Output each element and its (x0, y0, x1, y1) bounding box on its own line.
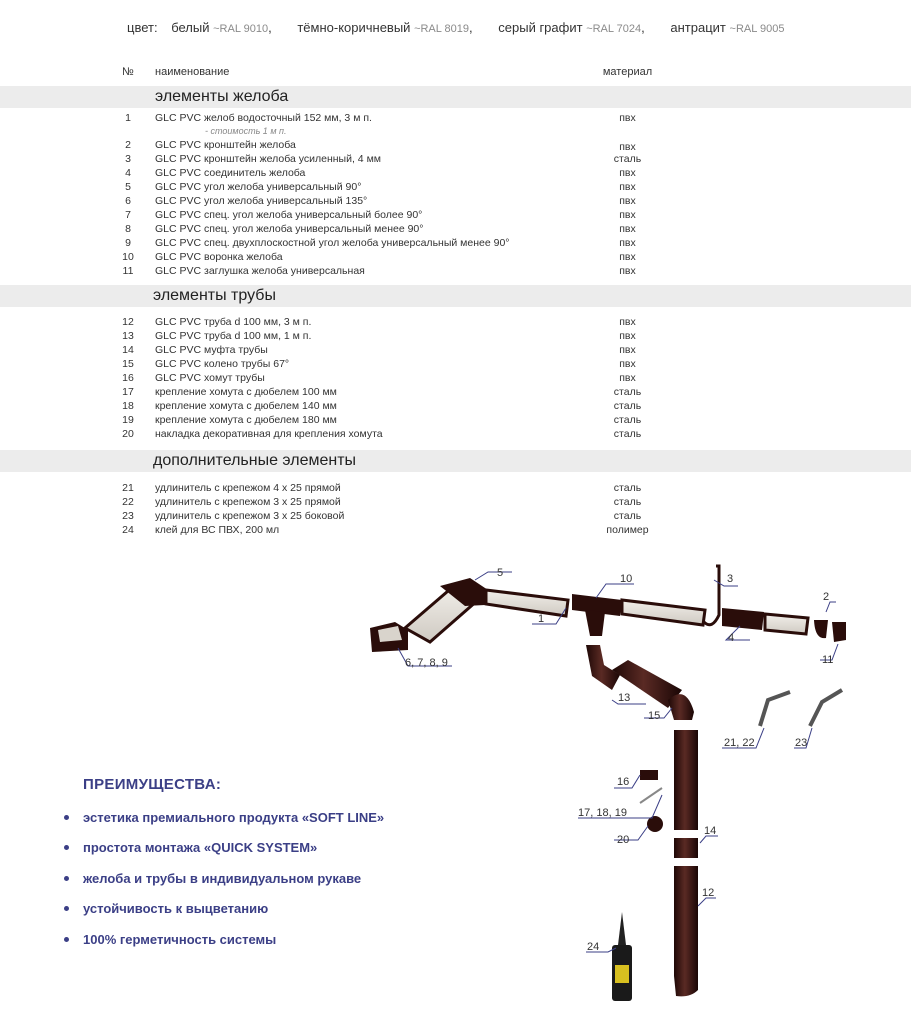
row-name: удлинитель с крепежом 4 х 25 прямой (155, 482, 341, 494)
row-number: 15 (122, 358, 134, 370)
color-sep: , (268, 20, 272, 35)
row-number: 11 (122, 265, 134, 277)
row-name: GLC PVC спец. угол желоба универсальный более 90° (155, 209, 423, 221)
row-material: пвх (619, 195, 636, 207)
row-name: удлинитель с крепежом 3 х 25 прямой (155, 496, 341, 508)
row-name: GLC PVC муфта трубы (155, 344, 268, 356)
callout-label: 4 (728, 632, 735, 644)
gutter-connector (722, 608, 808, 634)
row-material: полимер (606, 524, 649, 536)
row-material: пвх (619, 265, 636, 277)
section-title: элементы трубы (153, 287, 276, 304)
callout-label: 13 (618, 692, 631, 704)
row-name: крепление хомута с дюбелем 100 мм (155, 386, 337, 398)
callout-label: 16 (617, 776, 630, 788)
row-number: 3 (125, 153, 131, 165)
pipe-clamp (640, 770, 658, 780)
callout-label: 14 (704, 825, 717, 837)
section-title: элементы желоба (155, 88, 289, 105)
callout-label: 10 (620, 573, 633, 585)
ral-brown: ~RAL 8019 (414, 23, 470, 35)
callout-label: 3 (727, 573, 734, 585)
advantage-text: желоба и трубы в индивидуальном рукаве (83, 871, 362, 886)
row-name: удлинитель с крепежом 3 х 25 боковой (155, 510, 345, 522)
color-sep: , (469, 20, 473, 35)
color-graphite: серый графит (498, 20, 583, 35)
row-material: пвх (619, 181, 636, 193)
row-material: сталь (613, 414, 642, 426)
row-number: 14 (122, 344, 134, 356)
row-number: 16 (122, 372, 134, 384)
row-number: 10 (122, 251, 134, 263)
advantage-text: простота монтажа «QUICK SYSTEM» (83, 840, 318, 855)
row-material: пвх (619, 223, 636, 235)
gutter-bracket (704, 566, 719, 625)
row-material: сталь (613, 400, 642, 412)
callout-label: 24 (587, 941, 600, 953)
row-name: крепление хомута с дюбелем 180 мм (155, 414, 337, 426)
gutter-section (486, 590, 568, 616)
row-material: пвх (619, 372, 636, 384)
row-name: накладка декоративная для крепления хомута (155, 428, 383, 440)
row-material: пвх (619, 112, 636, 124)
gutter-funnel (572, 594, 622, 636)
row-name: GLC PVC угол желоба универсальный 90° (155, 181, 362, 193)
callout-label: 12 (702, 887, 715, 899)
extender (760, 690, 842, 726)
advantage-text: устойчивость к выцветанию (83, 901, 269, 916)
row-material: сталь (613, 428, 642, 440)
row-material: пвх (619, 358, 636, 370)
row-number: 2 (125, 139, 131, 151)
row-name: клей для ВС ПВХ, 200 мл (155, 524, 280, 536)
row-name: GLC PVC хомут трубы (155, 372, 265, 384)
row-material: сталь (613, 482, 642, 494)
row-name: GLC PVC воронка желоба (155, 251, 283, 263)
gutter-end-cap (814, 620, 846, 642)
row-name: GLC PVC колено трубы 67° (155, 358, 290, 370)
row-material: пвх (619, 141, 636, 153)
gutter-section-angled (405, 578, 488, 642)
row-material: пвх (619, 316, 636, 328)
row-name: GLC PVC кронштейн желоба (155, 139, 296, 151)
color-white: белый (171, 20, 210, 35)
callout-label: 20 (617, 834, 630, 846)
row-name: GLC PVC труба d 100 мм, 1 м п. (155, 330, 312, 342)
callout-label: 17, 18, 19 (578, 807, 627, 819)
section-title: дополнительные элементы (153, 452, 357, 469)
row-number: 17 (122, 386, 134, 398)
row-name: GLC PVC спец. угол желоба универсальный менее 90° (155, 223, 424, 235)
row-name: GLC PVC кронштейн желоба усиленный, 4 мм (155, 153, 382, 165)
row-number: 13 (122, 330, 134, 342)
row-number: 7 (125, 209, 131, 221)
gutter-section (622, 600, 705, 625)
advantages-title: ПРЕИМУЩЕСТВА: (83, 776, 222, 793)
row-number: 9 (125, 237, 131, 249)
row-note: - стоимость 1 м п. (205, 126, 287, 136)
column-name-header: наименование (155, 66, 230, 78)
row-material: пвх (619, 209, 636, 221)
row-number: 21 (122, 482, 134, 494)
row-number: 24 (122, 524, 134, 536)
row-number: 19 (122, 414, 134, 426)
ral-white: ~RAL 9010 (213, 23, 269, 35)
row-number: 20 (122, 428, 134, 440)
row-name: GLC PVC спец. двухплоскостной угол желоба универсальный менее 90° (155, 237, 510, 249)
row-number: 23 (122, 510, 134, 522)
row-material: пвх (619, 330, 636, 342)
row-name: GLC PVC заглушка желоба универсальная (155, 265, 365, 277)
row-material: пвх (619, 237, 636, 249)
color-brown: тёмно-коричневый (297, 20, 411, 35)
row-material: пвх (619, 251, 636, 263)
downpipe-elbow (586, 645, 694, 720)
row-material: сталь (613, 386, 642, 398)
downpipe (674, 730, 698, 996)
row-number: 18 (122, 400, 134, 412)
callout-label: 23 (795, 737, 808, 749)
row-number: 6 (125, 195, 131, 207)
ral-anthracite: ~RAL 9005 (729, 23, 785, 35)
row-number: 5 (125, 181, 131, 193)
row-number: 1 (125, 112, 131, 124)
callout-label: 2 (823, 591, 830, 603)
callout-label: 5 (497, 567, 504, 579)
row-material: сталь (613, 510, 642, 522)
color-anthracite: антрацит (670, 20, 726, 35)
row-material: сталь (613, 153, 642, 165)
color-label: цвет: (127, 20, 158, 35)
row-number: 4 (125, 167, 131, 179)
color-sep: , (641, 20, 645, 35)
advantage-text: 100% герметичность системы (83, 932, 277, 947)
column-number-header: № (122, 66, 134, 78)
row-number: 8 (125, 223, 131, 235)
callout-label: 6, 7, 8, 9 (405, 657, 448, 669)
column-material-header: материал (602, 66, 653, 78)
advantage-text: эстетика премиального продукта «SOFT LINE» (83, 810, 385, 825)
row-material: сталь (613, 496, 642, 508)
row-name: GLC PVC труба d 100 мм, 3 м п. (155, 316, 312, 328)
gutter-corner-part (370, 622, 408, 652)
row-number: 22 (122, 496, 134, 508)
callout-label: 21, 22 (724, 737, 755, 749)
row-name: GLC PVC угол желоба универсальный 135° (155, 195, 368, 207)
ral-graphite: ~RAL 7024 (586, 23, 642, 35)
callout-label: 15 (648, 710, 661, 722)
row-number: 12 (122, 316, 134, 328)
row-name: GLC PVC соединитель желоба (155, 167, 306, 179)
row-material: пвх (619, 167, 636, 179)
clamp-fixing (640, 788, 662, 803)
row-name: GLC PVC желоб водосточный 152 мм, 3 м п. (155, 112, 372, 124)
callout-label: 11 (822, 654, 834, 666)
glue-tube (612, 912, 632, 1001)
row-name: крепление хомута с дюбелем 140 мм (155, 400, 337, 412)
row-material: пвх (619, 344, 636, 356)
callout-label: 1 (538, 613, 545, 625)
